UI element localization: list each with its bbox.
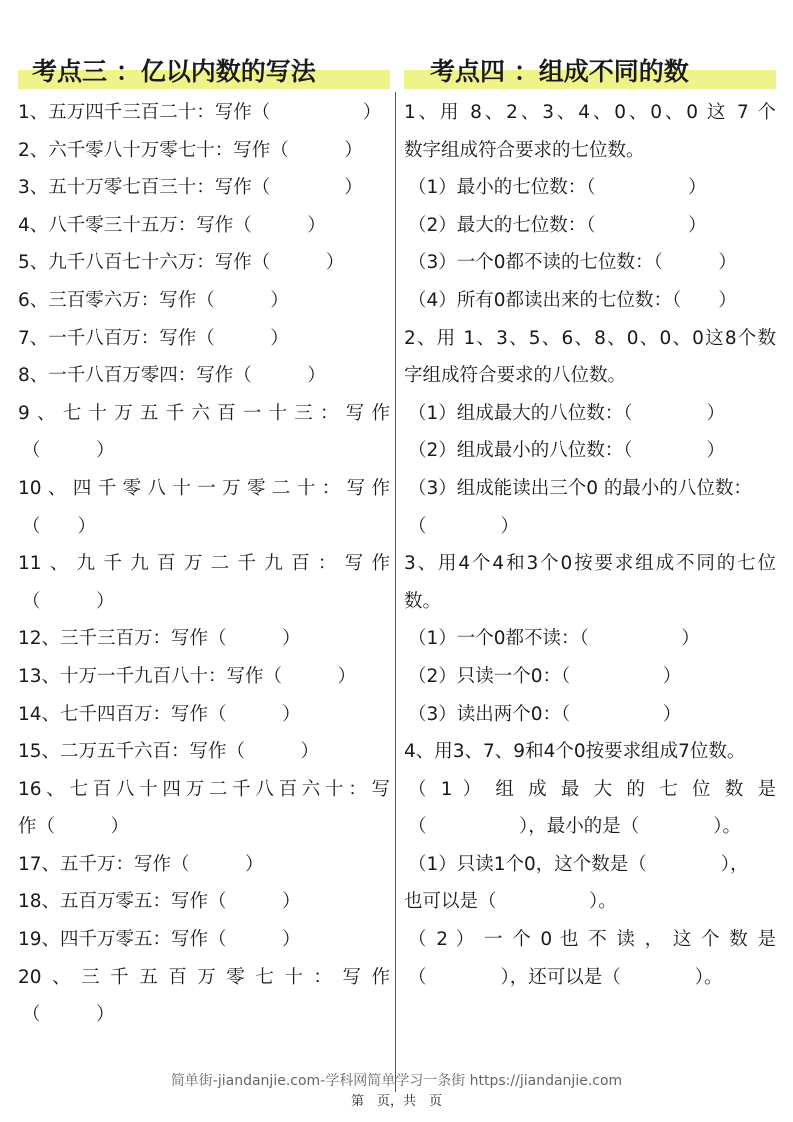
exercise-line: （ ） xyxy=(22,590,115,612)
exercise-line: 作（ ） xyxy=(18,816,130,838)
exercise-line: （1）一个0都不读：（ ） xyxy=(408,628,700,650)
exercise-line: （1）组成最大的八位数：（ ） xyxy=(408,402,726,424)
exercise-line: 数字组成符合要求的七位数。 xyxy=(404,139,645,161)
exercise-line: 3、用4个4和3个0按要求组成不同的七位 xyxy=(404,553,776,575)
exercise-line: 4、用3、7、9和4个0按要求组成7位数。 xyxy=(404,741,746,763)
exercise-line: 8、一千八百万零四：写作（ ） xyxy=(18,365,326,387)
exercise-line: （ ） xyxy=(22,515,97,537)
exercise-line: （1）只读1个0，这个数是（ ）， xyxy=(408,853,749,875)
exercise-line: （2）最大的七位数：（ ） xyxy=(408,214,707,236)
section-heading-left: 考点三 ：亿以内数的写法 xyxy=(18,52,390,92)
left-column xyxy=(18,52,390,1034)
exercise-line: 16、七百八十四万二千八百六十：写 xyxy=(18,778,390,800)
exercise-line: （ 1 ） 组 成 最 大 的 七 位 数 是 xyxy=(408,778,776,800)
exercise-line: 6、三百零六万：写作（ ） xyxy=(18,289,289,311)
exercise-line: （ ），最小的是（ ）。 xyxy=(408,816,742,838)
exercise-line: 1、用 8、2、3、4、0、0、0 这 7 个 xyxy=(404,102,776,123)
exercise-line: （2）只读一个0：（ ） xyxy=(408,665,682,687)
exercise-line: （4）所有0都读出来的七位数：（ ） xyxy=(408,289,737,311)
exercise-line: 2、用 1、3、5、6、8、0、0、0这8个数 xyxy=(404,327,776,349)
exercise-line: （ 2 ） 一 个 0 也 不 读 ， 这 个 数 是 xyxy=(408,929,776,951)
exercise-line: 字组成符合要求的八位数。 xyxy=(404,365,627,387)
exercise-line: 20、三千五百万零七十：写作 xyxy=(18,966,390,988)
right-column xyxy=(404,52,776,996)
left-exercise-list xyxy=(18,94,390,1034)
exercise-line: 4、八千零三十五万：写作（ ） xyxy=(18,214,326,236)
exercise-line: 数。 xyxy=(404,590,442,612)
exercise-line: 10、四千零八十一万零二十：写作 xyxy=(18,477,390,499)
exercise-line: （ ） xyxy=(408,515,520,537)
exercise-line: （1）最小的七位数：（ ） xyxy=(408,177,707,199)
exercise-line: 1、五万四千三百二十：写作（ ） xyxy=(18,102,382,123)
exercise-line: 18、五百万零五：写作（ ） xyxy=(18,891,301,913)
exercise-line: （3）组成能读出三个0 的最小的八位数： xyxy=(408,477,752,499)
column-divider xyxy=(395,92,396,1092)
exercise-line: 2、六千零八十万零七十：写作（ ） xyxy=(18,139,363,161)
exercise-line: 5、九千八百七十六万：写作（ ） xyxy=(18,252,345,274)
exercise-line: 11、九千九百万二千九百：写作 xyxy=(18,553,390,575)
exercise-line: 13、十万一千九百八十：写作（ ） xyxy=(18,665,357,687)
exercise-line: （3）读出两个0：（ ） xyxy=(408,703,682,725)
exercise-line: 7、一千八百万：写作（ ） xyxy=(18,327,289,349)
exercise-line: 3、五十万零七百三十：写作（ ） xyxy=(18,177,363,199)
exercise-line: 17、五千万：写作（ ） xyxy=(18,853,264,875)
exercise-line: （2）组成最小的八位数：（ ） xyxy=(408,440,726,462)
exercise-line: （ ），还可以是（ ）。 xyxy=(408,966,723,988)
exercise-line: 14、七千四百万：写作（ ） xyxy=(18,703,301,725)
exercise-line: （ ） xyxy=(22,1004,115,1026)
exercise-line: 15、二万五千六百：写作（ ） xyxy=(18,741,320,763)
footer-watermark: 简单街-jiandanjie.com-学科网简单学习一条街 https://jiandanjie.com xyxy=(170,1073,623,1089)
exercise-line: （ ） xyxy=(22,440,115,462)
exercise-line: 19、四千万零五：写作（ ） xyxy=(18,929,301,951)
right-exercise-list xyxy=(404,94,776,996)
section-heading-right: 考点四 ：组成不同的数 xyxy=(404,52,776,92)
exercise-line: 9、七十万五千六百一十三：写作 xyxy=(18,402,390,424)
exercise-line: （3）一个0都不读的七位数：（ ） xyxy=(408,252,737,274)
exercise-line: 12、三千三百万：写作（ ） xyxy=(18,628,301,650)
footer-page-number: 第 页，共 页 xyxy=(350,1094,442,1109)
exercise-line: 也可以是（ ）。 xyxy=(404,891,617,913)
